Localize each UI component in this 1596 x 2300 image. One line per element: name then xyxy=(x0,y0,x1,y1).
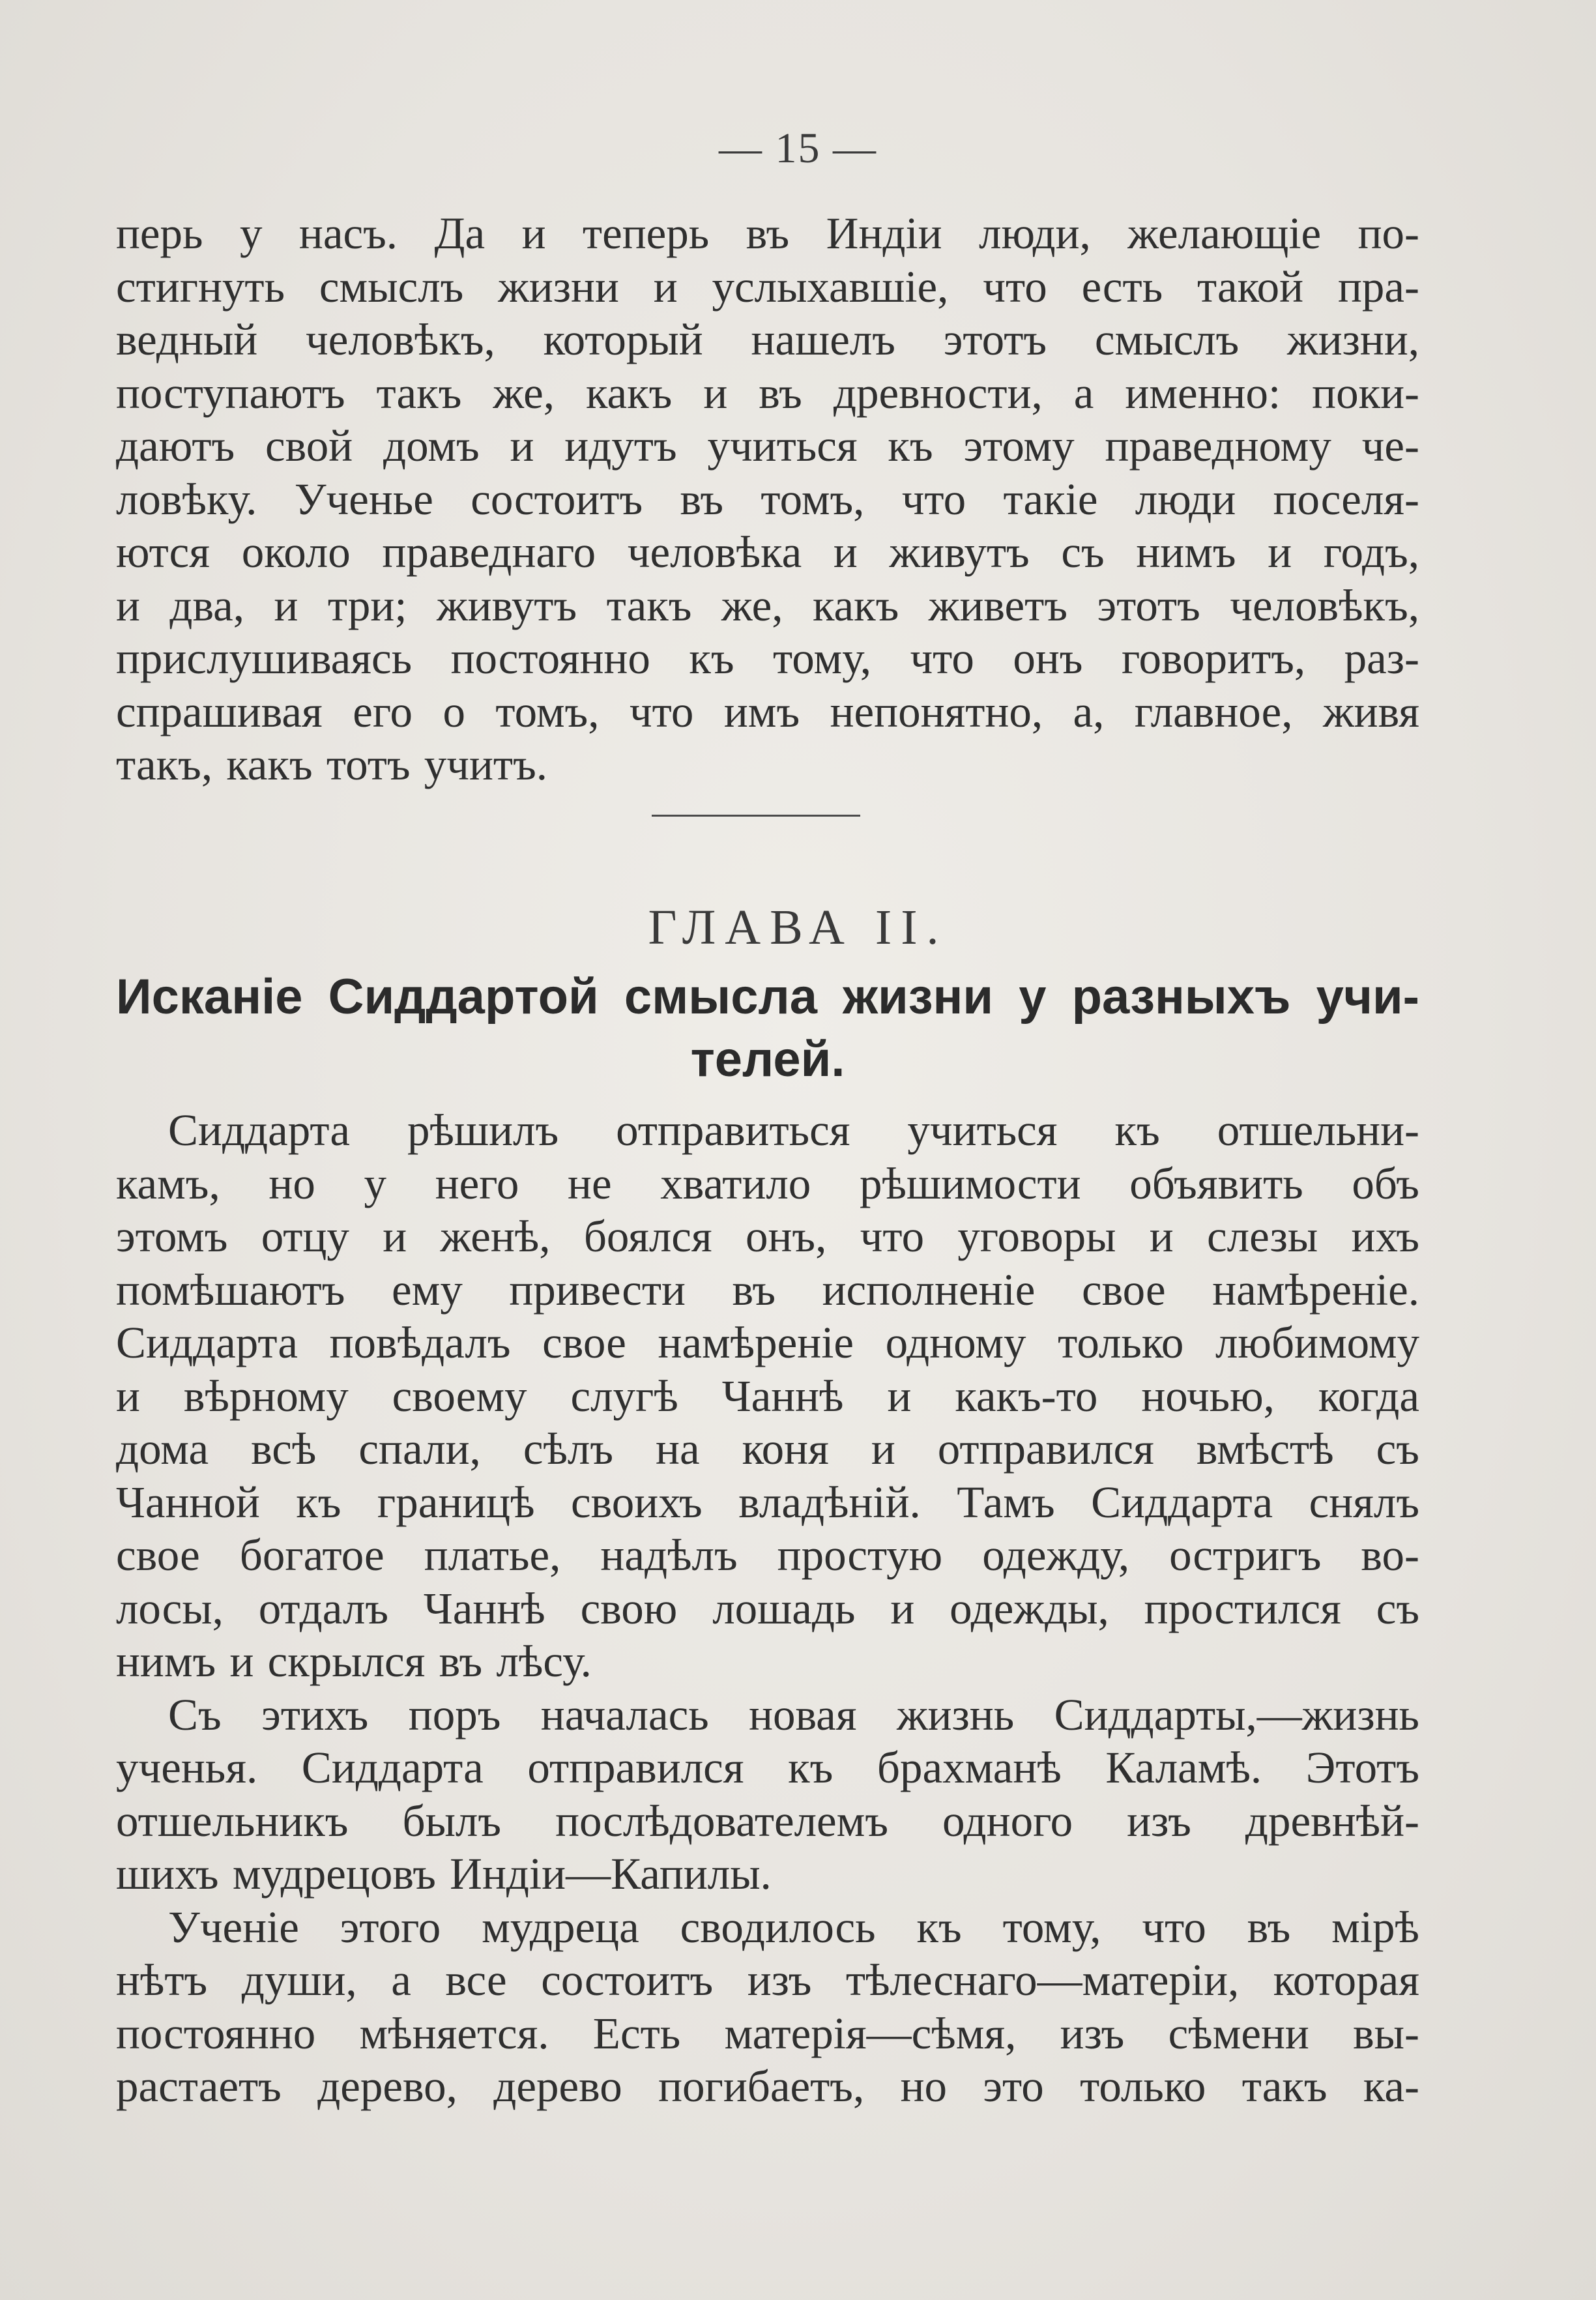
text-line: ловѣку. Ученье состоитъ въ томъ, что такіе люди поселя- xyxy=(116,474,1419,524)
text-line: и два, и три; живутъ такъ же, какъ живетъ этотъ человѣкъ, xyxy=(116,580,1419,630)
text-line: помѣшаютъ ему привести въ исполненіе свое намѣреніе. xyxy=(116,1264,1419,1315)
chapter-body xyxy=(116,1104,1419,2114)
text-line: такъ, какъ тотъ учитъ. xyxy=(116,740,548,789)
text-line: стигнуть смыслъ жизни и услыхавшіе, что есть такой пра- xyxy=(116,261,1419,312)
page-number: — 15 — xyxy=(719,124,877,172)
text-line: нимъ и скрылся въ лѣсу. xyxy=(116,1637,592,1686)
chapter-title-line: телей. xyxy=(690,1032,845,1087)
text-line: шихъ мудрецовъ Индіи—Капилы. xyxy=(116,1849,772,1899)
text-line: поступаютъ такъ же, какъ и въ древности, а именно: поки- xyxy=(116,368,1419,418)
paragraph xyxy=(116,1104,1419,1689)
paragraph xyxy=(116,1901,1419,2114)
chapter-heading: ГЛАВА II. xyxy=(648,900,948,955)
intro-paragraph xyxy=(116,207,1419,792)
text-line: Ученіе этого мудреца сводилось къ тому, что въ мірѣ xyxy=(168,1902,1419,1952)
text-line: и вѣрному своему слугѣ Чаннѣ и какъ-то ночью, когда xyxy=(116,1371,1419,1421)
text-line: Чанной къ границѣ своихъ владѣній. Тамъ Сиддарта снялъ xyxy=(116,1477,1419,1527)
text-line: Сиддарта повѣдалъ свое намѣреніе одному только любимому xyxy=(116,1318,1419,1367)
section-divider xyxy=(652,815,860,817)
text-line: перь у насъ. Да и теперь въ Индіи люди, желающіе по- xyxy=(116,209,1419,258)
text-line: этомъ отцу и женѣ, боялся онъ, что уговоры и слезы ихъ xyxy=(116,1212,1419,1261)
text-line: отшельникъ былъ послѣдователемъ одного изъ древнѣй- xyxy=(116,1796,1419,1846)
text-line: ведный человѣкъ, который нашелъ этотъ смыслъ жизни, xyxy=(116,315,1419,364)
chapter-title-line: Исканіе Сиддартой смысла жизни у разныхъ учи- xyxy=(116,969,1419,1025)
text-line: прислушиваясь постоянно къ тому, что онъ говоритъ, раз- xyxy=(116,633,1419,683)
text-line: растаетъ дерево, дерево погибаетъ, но это только такъ ка- xyxy=(116,2061,1419,2111)
text-line: спрашивая его о томъ, что имъ непонятно, а, главное, живя xyxy=(116,686,1419,736)
text-line: камъ, но у него не хватило рѣшимости объявить объ xyxy=(116,1158,1419,1208)
chapter-title xyxy=(116,966,1419,1091)
text-line: Сиддарта рѣшилъ отправиться учиться къ отшельни- xyxy=(168,1105,1419,1155)
text-line: дома всѣ спали, сѣлъ на коня и отправился вмѣстѣ съ xyxy=(116,1424,1419,1474)
text-line: ются около праведнаго человѣка и живутъ съ нимъ и годъ, xyxy=(116,527,1419,577)
text-line: свое богатое платье, надѣлъ простую одежду, остригъ во- xyxy=(116,1530,1419,1580)
text-line: ученья. Сиддарта отправился къ брахманѣ Каламѣ. Этотъ xyxy=(116,1743,1419,1792)
text-line: Съ этихъ поръ началась новая жизнь Сиддарты,—жизнь xyxy=(168,1689,1419,1740)
text-line: лосы, отдалъ Чаннѣ свою лошадь и одежды, простился съ xyxy=(116,1583,1419,1633)
text-line: нѣтъ души, а все состоитъ изъ тѣлеснаго—матеріи, которая xyxy=(116,1955,1419,2005)
text-line: постоянно мѣняется. Есть матерія—сѣмя, изъ сѣмени вы- xyxy=(116,2008,1419,2058)
text-line: даютъ свой домъ и идутъ учиться къ этому праведному че- xyxy=(116,421,1419,471)
paragraph xyxy=(116,1689,1419,1901)
